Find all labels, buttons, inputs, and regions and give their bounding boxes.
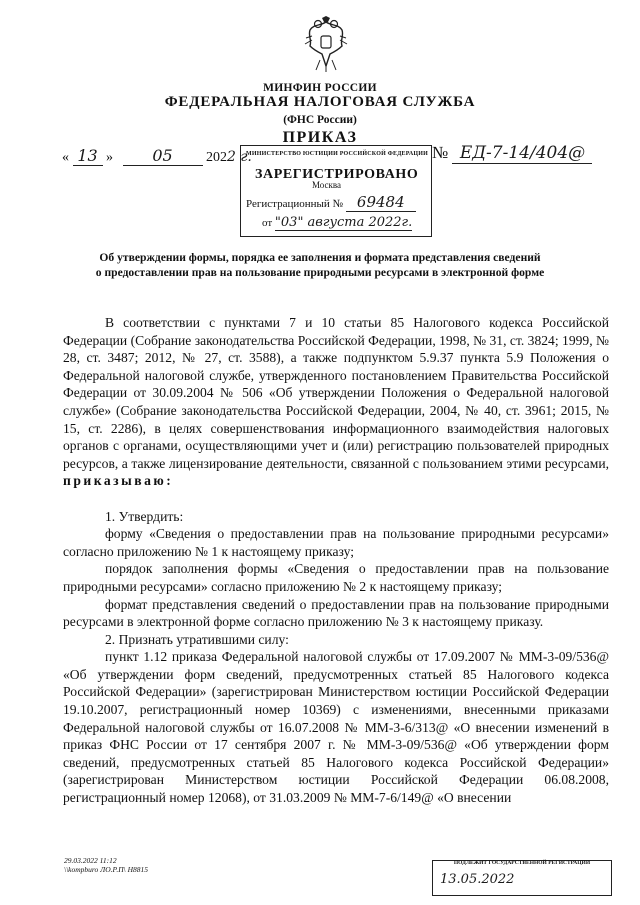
stamp-reg-number — [246, 193, 416, 212]
item-2-heading: 2. Признать утратившими силу: — [105, 631, 289, 647]
order-number-value: ЕД-7-14/404@ — [452, 143, 592, 164]
title-line-1: Об утверждении формы, порядка ее заполнения и формата представления сведений — [99, 251, 541, 264]
ministry-name: МИНФИН РОССИИ — [263, 82, 377, 94]
order-year — [206, 150, 252, 165]
footer-timestamp: 29.03.2022 11:12 — [64, 856, 117, 865]
bottom-stamp-title: ПОДЛЕЖИТ ГОСУДАРСТВЕННОЙ РЕГИСТРАЦИИ — [453, 860, 591, 866]
stamp-reg-value: 69484 — [346, 193, 416, 212]
preamble — [63, 314, 609, 490]
document-type: ПРИКАЗ — [282, 129, 358, 146]
item-1-c: формат представления сведений о предоставлении прав на пользование природными ресурсами в электронной форме согласно приложению № 3 к настоящему приказу. — [63, 596, 609, 630]
item-1-b: порядок заполнения формы «Сведения о предоставлении прав на пользование природными ресурсами» согласно приложению № 2 к настоящему приказу; — [63, 561, 609, 594]
stamp-city: Москва — [312, 180, 341, 190]
bottom-stamp-date: 13.05.2022 — [440, 872, 515, 887]
title-line-2: о предоставлении прав на пользование природными ресурсами в электронной форме — [95, 265, 545, 279]
item-2-a: пункт 1.12 приказа Федеральной налоговой службы от 17.09.2007 № ММ-3-09/536@ «Об утверждении форм сведений, предусмотренных статьей 85 Налогового кодекса Российской Федерации» (зарегистрирован Министерством юстиции Российской Федерации 19.10.2007, регистрационный номер 10369) с изменениями, внесенными приказами Федеральной налоговой службы от 16.07.2008 № ММ-3-6/313@ «О внесении изменений в приказ ФНС России от 17 сентября 2007 г. № ММ-3-09/536@ «Об утверждении форм сведений, предусмотренных статьей 85 Налогового кодекса Российской Федерации» (зарегистрирован Министерством юстиции Российской Федерации 06.08.2008, регистрационный номер 12068), от 31.03.2009 № ММ-7-6/149@ «О внесении — [63, 649, 609, 806]
order-date — [62, 146, 252, 166]
item-1-a: форму «Сведения о предоставлении прав на пользование природными ресурсами» согласно приложению № 1 к настоящему приказу; — [63, 526, 609, 559]
order-day: 13 — [73, 146, 103, 166]
document-title — [0, 251, 640, 280]
stamp-date — [262, 215, 412, 231]
stamp-date-value: "03" августа 2022г. — [274, 215, 413, 230]
footer-meta — [64, 856, 148, 874]
order-word: приказываю: — [63, 473, 174, 489]
stamp-date-label: от — [262, 217, 273, 229]
quote-open: « — [62, 150, 69, 165]
footer-path: \\kompburo ЛО.Р.П\ Н8815 — [64, 865, 149, 874]
document-body — [63, 314, 609, 807]
stamp-ministry: МИНИСТЕРСТВО ЮСТИЦИИ РОССИЙСКОЙ ФЕДЕРАЦИИ — [246, 151, 428, 157]
item-1-heading: 1. Утвердить: — [105, 508, 184, 524]
order-year-suffix: 2 г. — [227, 149, 252, 165]
service-abbr: (ФНС России) — [283, 114, 357, 126]
service-name: ФЕДЕРАЛЬНАЯ НАЛОГОВАЯ СЛУЖБА — [164, 94, 476, 110]
stamp-title: ЗАРЕГИСТРИРОВАНО — [255, 167, 419, 182]
order-month: 05 — [123, 146, 203, 166]
preamble-text: В соответствии с пунктами 7 и 10 статьи 85 Налогового кодекса Российской Федерации (Собрание законодательства Российской Федерации, 1998, № 31, ст. 3824; 1999, № 28, ст. 3487; 2012, № 27, ст. 3588), а также подпунктом 5.9.37 пункта 5.9 Положения о Федеральной налоговой службе, утвержденного постановлением Правительства Российской Федерации от 30.09.2004 № 506 «Об утверждении Положения о Федеральной налоговой службе» (Собрание законодательства Российской Федерации, 2004, № 40, ст. 3961; 2015, № 15, ст. 2286), в целях совершенствования информационного взаимодействия налоговых органов с органами, осуществляющими учет и (или) регистрацию пользователей природных ресурсов, а также лицензирование деятельности, связанной с пользованием этими ресурсами, — [63, 315, 609, 471]
order-number-prefix: № — [432, 143, 449, 162]
stamp-reg-label: Регистрационный № — [246, 198, 344, 210]
coat-of-arms-icon — [302, 16, 350, 74]
order-year-prefix: 202 — [206, 150, 227, 165]
quote-close: » — [106, 150, 113, 165]
order-number — [432, 143, 592, 164]
